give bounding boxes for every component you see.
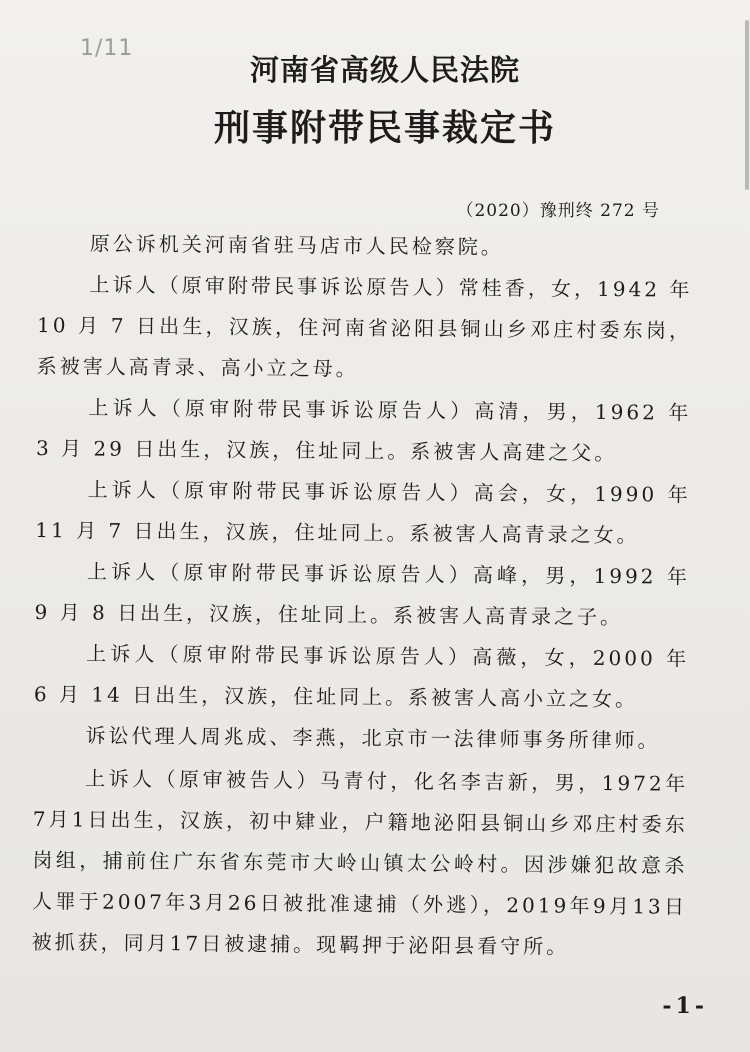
scrollbar[interactable]	[744, 0, 750, 1052]
document-body	[32, 223, 693, 969]
paragraph-appellant-2: 上诉人（原审附带民事诉讼原告人）高清，男，1962 年 3 月 29 日出生，汉族，住址同上。系被害人高建之父。	[35, 395, 692, 466]
paragraph-appellant-1: 上诉人（原审附带民事诉讼原告人）常桂香，女，1942 年 10 月 7 日出生，汉族，住河南省泌阳县铜山乡邓庄村委东岗，系被害人高青录、高小立之母。	[36, 272, 693, 381]
document-title: 刑事附带民事裁定书	[213, 107, 556, 149]
paragraph-appellant-5: 上诉人（原审附带民事诉讼原告人）高薇，女，2000 年 6 月 14 日出生，汉族，住址同上。系被害人高小立之女。	[33, 641, 690, 712]
paragraph-appellant-3: 上诉人（原审附带民事诉讼原告人）高会，女，1990 年 11 月 7 日出生，汉族，住址同上。系被害人高青录之女。	[35, 477, 691, 548]
page-number: -1-	[662, 993, 708, 1019]
paragraph-defendant: 上诉人（原审被告人）马青付，化名李吉新，男，1972年7月1日出生，汉族，初中肄业，户籍地泌阳县铜山乡邓庄村委东岗组，捕前住广东省东莞市大岭山镇太公岭村。因涉嫌犯故意杀人罪于2007年3月26日被批准逮捕（外逃），2019年9月13日被抓获，同月17日被逮捕。现羁押于泌阳县看守所。	[31, 766, 689, 959]
court-name: 河南省高级人民法院	[249, 53, 520, 87]
paragraph-prosecution: 原公诉机关河南省驻马店市人民检察院。	[89, 231, 504, 260]
page-counter: 1/11	[80, 36, 134, 61]
case-number: （2020）豫刑终 272 号	[456, 201, 660, 221]
paragraph-agent: 诉讼代理人周兆成、李燕，北京市一法律师事务所律师。	[85, 723, 661, 753]
paragraph-appellant-4: 上诉人（原审附带民事诉讼原告人）高峰，男，1992 年 9 月 8 日出生，汉族，住址同上。系被害人高青录之子。	[34, 559, 691, 630]
